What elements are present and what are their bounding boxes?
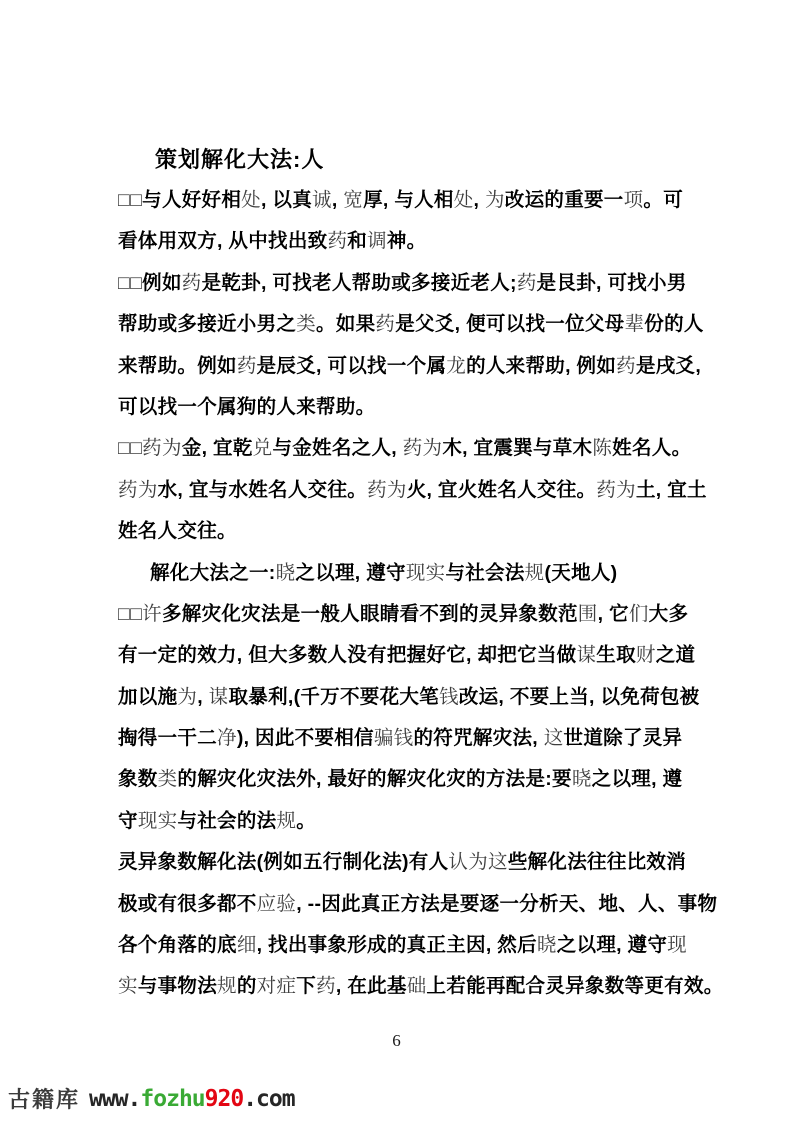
text-line: 掏得一干二净), 因此不要相信骗钱的符咒解灾法, 这世道除了灵异 [118,727,683,750]
page-number: 6 [392,1031,401,1050]
text-line: 看体用双方, 从中找出致药和调神。 [118,230,427,253]
text-line: 药为水, 宜与水姓名人交往。药为火, 宜火姓名人交往。药为土, 宜土 [118,478,707,501]
watermark-url-red: 920 [204,1085,244,1112]
text-line: 实与事物法规的对症下药, 在此基础上若能再配合灵异象数等更有效。 [118,975,724,998]
text-line: 解化大法之一:晓之以理, 遵守现实与社会法规(天地人) [150,561,618,584]
watermark-url-prefix: www. [89,1085,141,1112]
watermark-url [89,1086,295,1112]
body-text [118,180,724,1008]
text-line: □□许多解灾化灾法是一般人眼睛看不到的灵异象数范围, 它们大多 [118,602,689,625]
watermark [8,1083,295,1114]
text-line: □□与人好好相处, 以真诚, 宽厚, 与人相处, 为改运的重要一项。可 [118,189,684,211]
text-line: 守现实与社会的法规。 [118,809,317,832]
text-line: 姓名人交往。 [118,520,237,543]
text-line: 象数类的解灾化灾法外, 最好的解灾化灾的方法是:要晓之以理, 遵 [118,768,683,791]
text-line: 来帮助。例如药是辰爻, 可以找一个属龙的人来帮助, 例如药是戌爻, [118,354,702,377]
text-line: 有一定的效力, 但大多数人没有把握好它, 却把它当做谋生取财之道 [118,644,696,667]
text-line: 可以找一个属狗的人来帮助。 [118,395,376,418]
watermark-site-name: 古籍库 [8,1087,81,1112]
watermark-url-green: fozhu [140,1085,205,1112]
text-line: 各个角落的底细, 找出事象形成的真正主因, 然后晓之以理, 遵守现 [118,934,687,957]
text-line: □□例如药是乾卦, 可找老人帮助或多接近老人;药是艮卦, 可找小男 [118,271,687,294]
text-line: 极或有很多都不应验, --因此真正方法是要逐一分析天、地、人、事物 [118,892,718,915]
text-line: 灵异象数解化法(例如五行制化法)有人认为这些解化法往往比效消 [118,851,687,874]
text-line: 加以施为, 谋取暴利,(千万不要花大笔钱改运, 不要上当, 以免荷包被 [118,685,700,708]
text-line: □□药为金, 宜乾兑与金姓名之人, 药为木, 宜震巽与草木陈姓名人。 [118,437,692,460]
text-line: 帮助或多接近小男之类。如果药是父爻, 便可以找一位父母辈份的人 [118,313,704,336]
page-title: 策划解化大法:人 [155,147,325,172]
watermark-url-suffix: .com [243,1085,295,1112]
